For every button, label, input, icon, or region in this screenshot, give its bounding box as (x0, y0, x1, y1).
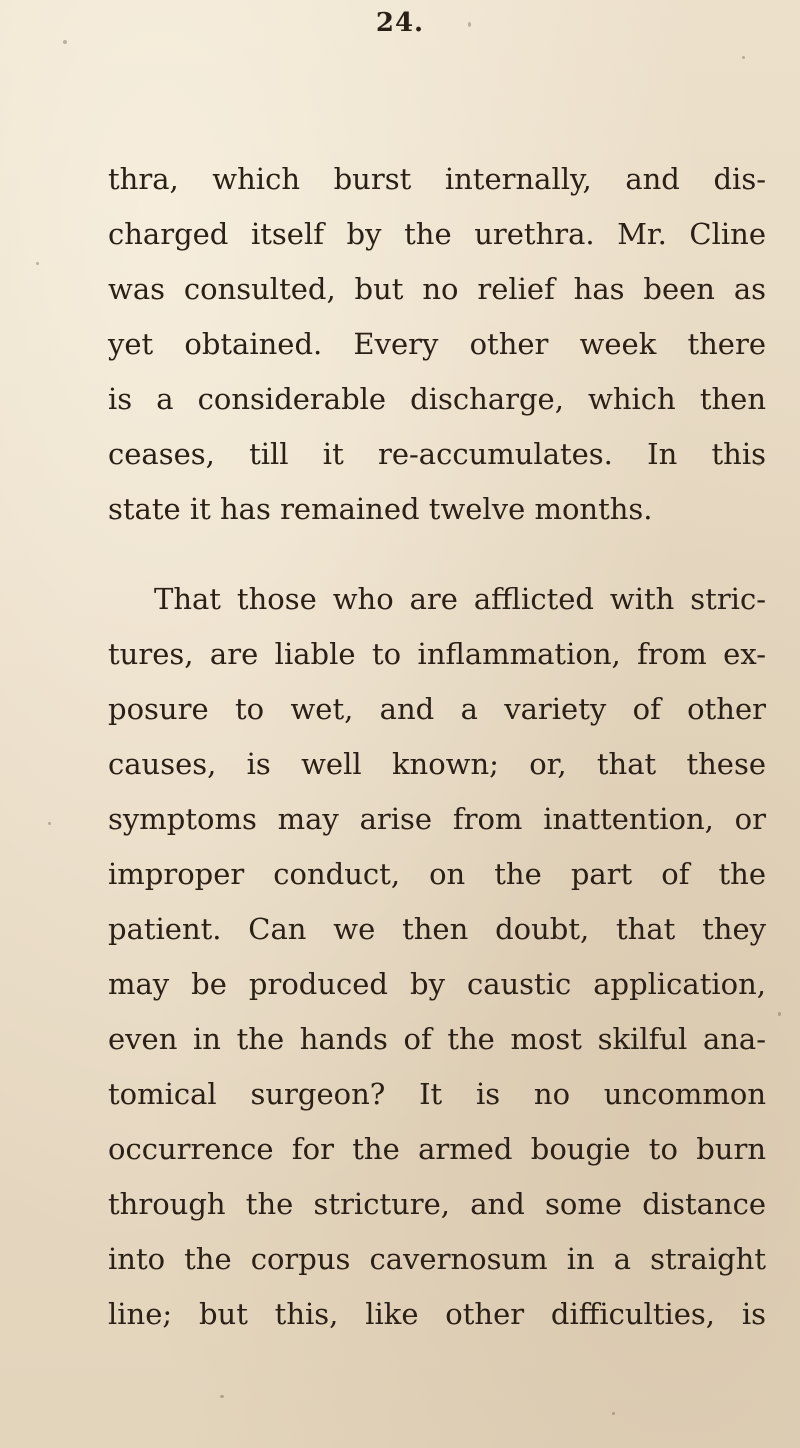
text-line: posure to wet, and a variety of other (108, 692, 766, 726)
paper-speck (612, 1412, 615, 1415)
text-line: state it has remained twelve months. (108, 492, 653, 526)
text-line: even in the hands of the most skilful ana- (108, 1022, 766, 1056)
paper-speck (63, 40, 67, 44)
paper-speck (36, 262, 39, 265)
text-line: improper conduct, on the part of the (108, 857, 766, 891)
text-line: into the corpus cavernosum in a straight (108, 1242, 766, 1276)
paper-speck (778, 1012, 781, 1016)
paper-speck (48, 822, 51, 825)
paper-speck (757, 462, 761, 466)
paper-speck (220, 1395, 224, 1398)
text-line: is a considerable discharge, which then (108, 382, 766, 416)
page-number: 24. (375, 8, 425, 38)
text-line: charged itself by the urethra. Mr. Cline (108, 217, 766, 251)
text-line: may be produced by caustic application, (108, 967, 766, 1001)
text-line: ceases, till it re-accumulates. In this (108, 437, 766, 471)
text-line: thra, which burst internally, and dis- (108, 162, 766, 196)
text-line: was consulted, but no relief has been as (108, 272, 766, 306)
text-line: symptoms may arise from inattention, or (108, 802, 766, 836)
text-line: tures, are liable to inflammation, from ex- (108, 637, 766, 671)
text-line: line; but this, like other difficulties, is (108, 1297, 766, 1331)
text-line: causes, is well known; or, that these (108, 747, 766, 781)
paper-speck (742, 56, 745, 59)
text-line: That those who are afflicted with stric- (154, 582, 766, 616)
text-line: through the stricture, and some distance (108, 1187, 766, 1221)
text-line: tomical surgeon? It is no uncommon (108, 1077, 766, 1111)
text-line: occurrence for the armed bougie to burn (108, 1132, 766, 1166)
text-line: patient. Can we then doubt, that they (108, 912, 766, 946)
paper-speck (468, 22, 471, 27)
text-line: yet obtained. Every other week there (108, 327, 766, 361)
